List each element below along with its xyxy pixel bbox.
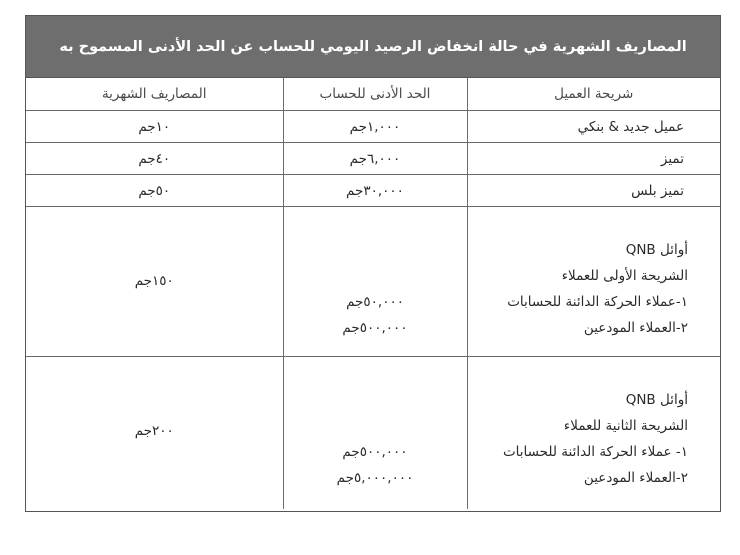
segment-cell (467, 357, 720, 510)
segment-line: الشريحة الأولى للعملاء (561, 268, 688, 284)
segment-line: ٢-العملاء المودعين (583, 320, 688, 336)
segment-line: الشريحة الثانية للعملاء (563, 418, 688, 434)
segment-line: أوائل QNB (625, 242, 688, 258)
table-row-group (26, 207, 720, 357)
table-row (26, 111, 720, 143)
minimum-cell: ٣٠,٠٠٠جم (283, 175, 467, 207)
fees-value: ١٥٠جم (134, 273, 174, 289)
header-fees: المصاريف الشهرية (26, 78, 283, 111)
minimum-value: ٥,٠٠٠,٠٠٠جم (336, 470, 414, 486)
minimum-cell (283, 357, 467, 510)
fees-document (25, 15, 721, 512)
fees-cell: ٤٠جم (26, 143, 283, 175)
fees-cell (26, 357, 283, 510)
minimum-cell (283, 207, 467, 357)
minimum-value: ٥٠,٠٠٠جم (346, 294, 404, 310)
fees-cell: ٥٠جم (26, 175, 283, 207)
table-header-row (26, 78, 720, 111)
segment-cell: تميز بلس (467, 175, 720, 207)
fees-cell (26, 207, 283, 357)
minimum-cell: ١,٠٠٠جم (283, 111, 467, 143)
fees-cell: ١٠جم (26, 111, 283, 143)
segment-line: أوائل QNB (625, 392, 688, 408)
minimum-value: ٥٠٠,٠٠٠جم (342, 444, 408, 460)
segment-line: ١- عملاء الحركة الدائنة للحسابات (502, 444, 688, 460)
table-row (26, 175, 720, 207)
header-segment: شريحة العميل (467, 78, 720, 111)
minimum-cell: ٦,٠٠٠جم (283, 143, 467, 175)
segment-line: ١-عملاء الحركة الدائنة للحسابات (507, 294, 688, 310)
segment-line: ٢-العملاء المودعين (583, 470, 688, 486)
segment-cell: عميل جديد & بنكي (467, 111, 720, 143)
segment-cell: تميز (467, 143, 720, 175)
minimum-value: ٥٠٠,٠٠٠جم (342, 320, 408, 336)
fees-table (26, 78, 720, 509)
header-minimum: الحد الأدنى للحساب (283, 78, 467, 111)
segment-cell (467, 207, 720, 357)
table-row (26, 143, 720, 175)
fees-value: ٢٠٠جم (134, 423, 174, 439)
table-title: المصاريف الشهرية في حالة انخفاض الرصيد اليومي للحساب عن الحد الأدنى المسموح به (26, 16, 720, 78)
table-row-group (26, 357, 720, 510)
